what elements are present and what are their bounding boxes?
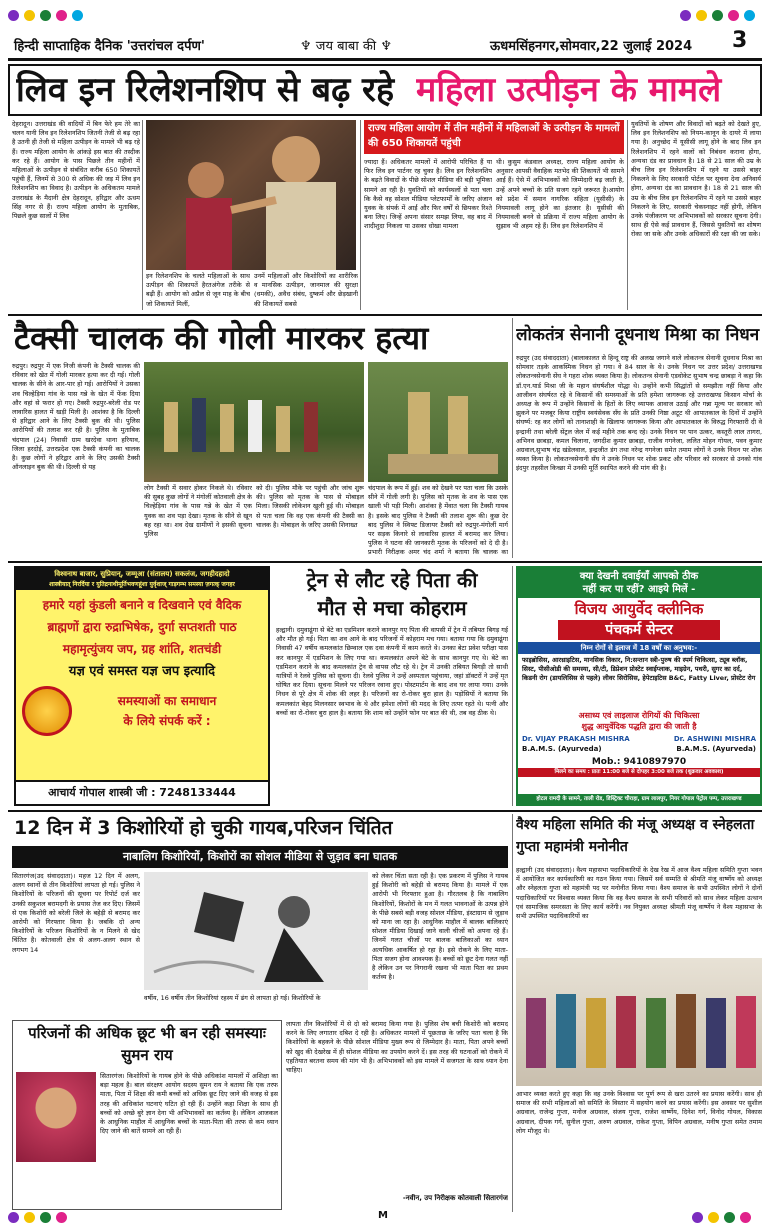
masthead-center	[300, 36, 392, 54]
dot-blue	[744, 10, 755, 21]
dot-yellow	[696, 10, 707, 21]
story5-col4: को लेकर चिंता सता रही है। एक प्रकरण में पुलिस ने गायब हुई किशोरी को बहेड़ी से बरामद किया है। मामले में एक आरोपी भी गिरफ्तार हुआ है। गौरतलब है कि नाबालिग किशोरियों, किशोरों के मन में गलत भावनाओं के उत्पन्न होने के पीछे सबसे बड़ी वजह सोशल मीडिया, इंस्टाग्राम से जुड़ाव को माना जा रहा है। आधुनिक माहौल में बालक बालिकाएं सोशल मीडिया दिखाई जाने वाली चीजों को अपना रहे हैं। जिनमें गलत चीजों पर बालक बालिकाओं का ध्यान अत्यधिक आकर्षित हो रहा है। इसे रोकने के लिए माता-पिता सजग होना आवश्यक है। बच्चों को छूट देना गलत नहीं है लेकिन उन पर निगरानी रखना भी माता पिता का प्रथम कर्तव्य है।	[372, 872, 508, 982]
column-rule	[142, 120, 143, 310]
story7-body2: आभार व्यक्त करते हुए कहा कि वह उनके विश्वास पर पूर्ण रूप से खरा उतरने का प्रयास करेंगी। साथ ही समाज की सभी महिलाओं को समिति के विस्तार में सहयोग करने का प्रयास करेंगी। इस अवसर पर सुशील अग्रवाल, राजेन्द्र गुप्ता, मनोज अग्रवाल, संजय गुप्ता, राजेश वार्ष्णेय, दिनेश गर्ग, विनोद गोयल, विकास अग्रवाल, दीपक गर्ग, सुनील गुप्ता, अरुण अग्रवाल, राकेश गुप्ता, विपिन अग्रवाल, मनीष गुप्ता समेत तमाम लोग मौजूद थे।	[516, 1090, 762, 1135]
dot-blue	[72, 10, 83, 21]
dot-purple	[680, 10, 691, 21]
section-rule	[8, 810, 762, 812]
column-rule	[627, 120, 628, 310]
dot-purple	[8, 1212, 19, 1223]
dot-purple	[692, 1212, 703, 1223]
trident-icon: ♆	[300, 39, 312, 54]
story2-col2: लोग टैक्सी में सवार होकर निकले थे। रविवार की सुबह कुछ लोगों ने मंगोलीं कोतवाली क्षेत्र के चिल्हेड़िया गांव के पास गन्ने के खेत में एक युवक का शव पड़ा देखा। मृतक के सीने से खून बह रहा था। शव देख ग्रामीणों ने इसकी सूचना पुलिस	[144, 484, 252, 539]
story1-col2: इन रिलेशनशिप के चलते महिलाओं के साथ उत्पीड़न की शिकायतें हैरतअंगेज तरीके से बढ़ी हैं। आयोग को अप्रैल से जून माह के बीच जो शिकायतें मिलीं,	[146, 272, 250, 308]
story6-headline: परिजनों की अधिक छूट भी बन रही समस्याः सुमन राय	[28, 1024, 266, 1064]
masthead-rule	[8, 58, 762, 61]
story1-col1: देहरादून। उत्तराखंड की वादियों में बिन फेरे हम तेरे का चलन यानी लिव इन रिलेशनशिप जितनी तेजी से बढ़ रहा है उतनी ही तेजी से महिला उत्पीड़न के मामले भी बढ़ रहे हैं। राज्य महिला आयोग के आंकड़े इस बात की तस्दीक कर रहे हैं। आयोग के पास पिछले तीन महीनों में महिलाओं के उत्पीड़न से संबंधित करीब 650 शिकायतें पहुंची हैं, जिनमें से 300 से अधिक की जड़ में लिव इन रिलेशनशिप का विवाद है। उत्पीड़न के अधिकतम मामले उत्तराखंड के मैदानी क्षेत्र देहरादून, हरिद्वार और ऊधम सिंह नगर से हैं। राज्य महिला आयोग के मुताबिक, पिछले कुछ सालों में लिव	[12, 120, 140, 221]
clinic-sub: पंचकर्म सेन्टर	[558, 620, 720, 640]
dot-green	[724, 1212, 735, 1223]
ad-line6: यज्ञ एवं समस्त यज्ञ जप इत्यादि	[68, 664, 216, 679]
color-dots-right	[680, 10, 755, 21]
astrology-ad	[14, 566, 270, 806]
story5-col1: सितारगंज(उद संवाददाता)। महज 12 दिन में अलग, अलग स्थानों से तीन किशोरियां लापता हो गई। पुलिस ने किशोरियों के परिजनों की सूचना पर रिपोर्ट दर्ज कर उनकी सकुशल बरामदगी के प्रयास तेज कर दिए। जिसमें से एक किशोरी को बरेली जिले के बहेड़ी से बरामद कर आरोपी को गिरफ्तार किया है। जबकि दो अन्य किशोरियों के परिजन किशोरियों के न मिलने से खेद चिंतित है। कोतवाली क्षेत्र से अलग-अलग स्थान से लगभग 14	[12, 872, 140, 954]
clinic-name: विजय आयुर्वेद क्लीनिक	[574, 600, 704, 618]
story7-photo	[516, 958, 762, 1086]
dot-yellow	[24, 1212, 35, 1223]
footer-mark: M	[378, 1210, 388, 1221]
story2-photo-2	[368, 362, 508, 482]
dot-green	[40, 1212, 51, 1223]
story4-body: हल्द्वानी। दमुवाढूंगा से बेटे का एडमिशन कराने कानपुर गए पिता की वापसी में ट्रेन में तबियत बिगड़ गई और मौत हो गई। पिता का शव आने के बाद परिजनों में कोहराम मच गया। बताया गया कि दमुवाढूंगा निवासी 47 वर्षीय कमलकांत छिम्वाल एक दवा कंपनी में काम करते थे। उनका बेटा प्रवेश परीक्षा पास कर कानपुर में एडमिशन के लिए गया था। कमलकांत अपने बेटे के साथ कानपुर गए थे। बेटे का एडमिशन कराने के बाद कमलकांत ट्रेन से वापस लौट रहे थे। ट्रेन में उनकी तबियत बिगड़ी तो साथी यात्रियों ने रेलवे पुलिस को सूचना दी। रेलवे पुलिस ने उन्हें अस्पताल पहुंचाया, जहां डॉक्टरों ने उन्हें मृत घोषित कर दिया। सूचना मिलने पर परिजन रवाना हुए। पोस्टमार्टम के बाद शव घर लाया गया। उनके निधन से पूरे क्षेत्र में शोक की लहर है। परिजनों का रो-रोकर बुरा हाल है। पड़ोसियों ने बताया कि कमलकांत बेहद मिलनसार स्वभाव के थे और हमेशा लोगों की मदद के लिए तत्पर रहते थे। पत्नी और बच्चों का रो-रोकर बुरा हाल है। बताया कि शाम को उन्होंने फोन पर बात की थी, तब वह ठीक थे।	[276, 626, 508, 717]
story6-portrait	[16, 1072, 96, 1162]
clinic-note1: असाध्य एवं लाइलाज रोगियों की चिकित्सा	[578, 711, 700, 720]
clinic-top1: क्या देखनी दवाईयाँ आपको ठीक	[579, 571, 699, 582]
story1-headline-b: महिला उत्पीड़न के मामले	[416, 70, 722, 110]
clinic-top2: नहीं कर पा रहीं? आइये मिलें -	[582, 584, 696, 595]
ad-line5: महामृत्युंजय जप, ग्रह शांति, शतचंडी	[62, 642, 222, 656]
story3-body: रुद्रपुर (उद संवाददाता) (बालाकालत से हिन्दू राष्ट्र की अलख जगाने वाले लोकतन्त्र सेनानी दूधनाथ मिश्रा का सोमवार तड़के आकस्मिक निधन हो गया। वे 84 साल के थे। उनके निधन पर उत्तर प्रदेश/ उत्तराखण्ड लोकतन्त्रसेनानी सेंघ ने गहरा शोक व्यक्त किया है। लोकतन्त्र सेनानी एडवोकेट सुभाष चन्द्र छाबड़ा ने कहा कि डॉ.एन.यार्ड मिश्रा जी के महान संघर्षशील योद्धा थे। उन्होंने कभी सिद्धांतों से समझौता नहीं किया और आजीवन संघर्षरत रहे वे किसानों की समस्याओं के प्रति हमेशा जागरूक रहे उत्तराखण्ड किसान मोर्चा के अध्यक्ष के रूप में उन्होंने किसानों के हितों के लिए व्यापक आवाज उठाई और गन्ना मूल्य पर सरकार को झुकने पर मजबूर किया राष्ट्रीय स्वयंसेवक सँघ के प्रति उनकी निष्ठा अटूट थी आपातकाल के दिनों में उन्होंने संघर्ष्य: रह कर लोगों को तानाशाही के खिलाफ जागरूक किया और आपातकाल के विरुद्ध गिरफ्तारी दी वे इन्द्रानी तथा बरेली सेंट्रल जेल में कई महीने तक बन्द रहे। उनके निधन पर पान उत्कर, कस्तूरी लाल तागरा, अभिनव छाबड़ा, कमल चिलाना, जगदीश कुमार छाबड़ा, राजीव गगनेजा, ललित मोहन गोयल, पवन कुमार अग्रवाल,सुभाष चंद्र खंडेलवाल, इन्द्रजीत डंग तथा नरेन्द्र गगनेजा समेत तमाम लोगों ने उनके निधन पर शोक व्यक्त किया है। लोकतन्त्रसेनानी सँघ ने उनके निधन पर शोक प्रकट और परिवार को सरकार से उनको गांव इंदपुर तहसील किच्छा में उनकी मूर्ति स्थापित करने की मांग की है।	[516, 354, 762, 473]
police-photo	[368, 362, 508, 482]
story5-photo	[144, 872, 368, 990]
story1-col3: उनमें महिलाओं और किशोरियों का शारीरिक व मानसिक उत्पीड़न, जानमाल की सुरक्षा (धमकी), अवैध संबंध, दुष्कर्म और छेड़खानी की शिकायतें सबसे	[254, 272, 358, 308]
story4-headline1: ट्रेन से लौट रहे पिता की	[306, 568, 478, 592]
doctor1-degree: B.A.M.S. (Ayurveda)	[522, 745, 602, 753]
page-number: 3	[732, 28, 748, 53]
clinic-list: फाइब्रोसिस, आरथ्राइटिस, मानसिक विकार, नि:सन्तान स्त्री-पुरुष की स्पर्म चिकित्सा, ट्यूब ब्लॉक, सिस्ट, पीसीओडी की समस्या, सी/टी, डिप्रेशन प्रोस्टेट स्वाईप्लाक, माइग्रेन, पथरी, सुगर का दर्द, किडनी रोग (डायलिसिस से पहले) लीवर सिरोसिस, हेपेटाइटिस B&C, Fatty Liver, प्रोस्टेट रोग	[522, 656, 756, 682]
story5-byline: -नवीन, उप निरीक्षक कोतवाली सितारगंज	[402, 1194, 508, 1202]
group-photo	[516, 958, 762, 1086]
ad-line1: विश्वनाथ बाजार, सुप्रियान्, जम्मूआ (संतालय) सकलंज, जगहीदहादो	[16, 568, 268, 580]
crime-scene-photo	[144, 362, 364, 482]
story5-banner: नाबालिग किशोरियों, किशोरों का सोशल मीडिया से जुड़ाव बना घातक	[12, 846, 508, 868]
story5-bottom: लापता तीन किशोरियों में से दो को बरामद किया गया है। पुलिस शेष बची किशोरी को बरामद करने के लिए लगातार दबिश दे रही है। अधिकतर मामलों में पूछताछ के जरिए पता चला है कि किशोरियों के बहकने के पीछे सोशल मीडिया मुख्य रूप से जिम्मेदार है। माता, पिता अपने बच्चों को खुद की देखरेख में ही सोशल मीडिया का उपयोग करने दें। इस तरह की घटनाओं को रोकने में एहतियात बरतना समय की मांग भी है। अभिभावकों को इस मामले में सजगता के साथ ध्यान देना चाहिए।	[286, 1020, 508, 1075]
doctor2-name: Dr. ASHWINI MISHRA	[673, 735, 756, 743]
story7-headline: वैश्य महिला समिति की मंजू अध्यक्ष व स्नेहलता गुप्ता महामंत्री मनोनीत	[516, 817, 755, 855]
doctor2-degree: B.A.M.S. (Ayurveda)	[676, 745, 756, 753]
story3-headline: लोकतंत्र सेनानी दूधनाथ मिश्रा का निधन	[516, 325, 760, 345]
clinic-address: होटल रामदी के सामने, ताली रोड, डिस्ट्रिक्ट चौराहा, ग्राम लालपुर, नियर गोपाल पेट्रोल पम्प, उत्तराखण्ड	[518, 794, 760, 804]
column-rule	[512, 318, 513, 558]
story2-headline: टैक्सी चालक की गोली मारकर हत्या	[14, 319, 429, 357]
clinic-ad	[516, 566, 762, 806]
ad-contact: आचार्य गोपाल शास्त्री जी : 7248133444	[16, 780, 268, 804]
footer-dots-left	[8, 1212, 67, 1223]
column-rule	[360, 120, 361, 310]
ad-line4: ब्राह्मणों द्वारा रुद्राभिषेक, दुर्गा सप्तशती पाठ	[47, 620, 237, 634]
clinic-mobile: Mob.: 9410897970	[591, 757, 687, 767]
story2-col1: रुद्रपुर। रुद्रपुर में एक निजी कंपनी के टैक्सी चालक की रविवार को खेत में गोली मारकर हत्या कर दी गई। गोली चालक के सीने के आर-पार हो गई। आरोपियों ने उसका शव चिल्हेड़िया गांव के पास गन्ने के खेत में फेंक दिया और वहां से फरार हो गए। टैक्सी रुद्रपुर-बरेली रोड पर लावारिस हालत में खड़ी मिली है। आशंका है कि दिल्ली से हरिद्वार आने के लिए टैक्सी बुक की थी। पुलिस आरोपियों की तलाश कर रही है। पुलिस के मुताबिक चंदपाल (24) निवासी ग्राम खरदेवा थाना हरियाव, जिला हरदोई, उत्तरप्रदेश एक टैक्सी कंपनी का चालक है। कुछ लोगों ने हरिद्वार आने के लिए उसकी टैक्सी ऑनलाइन बुक की थी। दिल्ली से यह	[12, 362, 140, 472]
dot-pink	[740, 1212, 751, 1223]
trident-icon: ♆	[380, 39, 392, 54]
masthead-left: हिन्दी साप्ताहिक दैनिक 'उत्तरांचल दर्पण'	[14, 39, 205, 54]
clinic-top	[518, 568, 760, 598]
clinic-timing: मिलने का समय : प्रातः 11:00 बजे से दोपहर 3:00 बजे तक (शुक्रवार अवकाश)	[518, 768, 760, 777]
dot-pink	[56, 1212, 67, 1223]
ad-line8: के लिये संपर्क करें :	[123, 714, 211, 728]
ad-line3: हमारे यहां कुंडली बनाने व दिखवाने एवं वैदिक	[42, 598, 242, 612]
doctor1-name: Dr. VIJAY PRAKASH MISHRA	[522, 735, 630, 743]
story7-body: हल्द्वानी (उद संवाददाता)। वैश्य महासभा पदाधिकारियों के देख रेख में आज वैश्य महिला समिति गुप्ता भवन में आयोजित कर कार्यकारिणी का गठन किया गया। जिसमें सर्व सम्मति से श्रीमति मंजू वार्ष्णेय को अध्यक्ष और स्नेहलता गुप्ता को महामंत्री पद पर मनोनीत किया गया। वैश्य समाज के सभी उपस्थित लोगों ने दोनों पदाधिकारियों पर विश्वास व्यक्त किया कि वह वैश्य समाज के सभी परिवारों को साथ लेकर महिला उत्थान एवं सामाजिक समरसता के लिए कार्य करेंगी। नव नियुक्त अध्यक्ष श्रीमती मंजू वार्ष्णेय ने वैश्य महासभा के सभी उपस्थित पदाधिकारियों का	[516, 866, 762, 921]
dot-green	[712, 10, 723, 21]
ad-line7: समस्याओं का समाधान	[117, 694, 217, 708]
ad-bottom	[16, 684, 268, 738]
story5-col2: वर्षीय, 16 वर्षीय तीन किशोरियां रहस्य में ढंग से लापता हो गई। किशोरियों के	[144, 994, 321, 1002]
masthead-slogan: जय बाबा की	[315, 39, 377, 54]
missing-girls-illustration	[144, 872, 368, 990]
story1-col4: ज्यादा हैं। अधिकतर मामलों में आरोपी परिचित हैं या फिर लिव इन पार्टनर रह चुका है। लिव इन रिलेशनशिप के बढ़ते विवादों के पीछे सोशल मीडिया की बड़ी भूमिका सामने आ रही है। युवतियों को कार्यस्थलों से पता चला कि कैसे वह सोशल मीडिया प्लेटफार्मों के जरिए अंजान युवक के संपर्क में आईं और फिर वर्षों से छिपकर रिश्ते बना लिए। जिन्हें अपना संसार समझ लिया, वह बाद में शादीशुदा निकला या उसका धोखा मामला	[364, 158, 492, 231]
story4-headline2: मौत से मचा कोहराम	[317, 596, 467, 620]
section-rule	[8, 314, 762, 316]
clinic-exp: निम्न रोगों से इलाज में 18 वर्षों का अनुभव:-	[518, 642, 760, 654]
story1-headline-a: लिव इन रिलेशनशिप से बढ़ रहे	[16, 70, 395, 110]
column-rule	[512, 566, 513, 806]
column-rule	[512, 814, 513, 1212]
masthead-date: ऊधमसिंहनगर,सोमवार,22 जुलाई 2024	[490, 39, 693, 54]
story1-col5: थी। कुसुम कंडवाल अध्यक्ष, राज्य महिला आयोग के अनुसार आपसी वैवाहिक मतभेद की शिकायतें भी सामने आईं हैं। ऐसे में अभिभावकों को जिम्मेदारी बढ़ जाती है, उन्हें अपने बच्चों के प्रति सजग रहने जरूरत है।आयोग को प्रदेश में समान नागरिक संहिता (यूसीसी) के नियमावली लागू होने का इंतजार है। यूसीसी की नियमावली बनने से प्रक्रिया में राज्य महिला आयोग के सुझाव भी अहम रहे हैं। लिव इन रिलेशनशिप में	[496, 158, 624, 231]
couple-illustration	[146, 120, 356, 270]
section-rule	[8, 561, 762, 563]
ad-line2: शास्त्रीयात् निरर्दिया र युतिद्रनाथीमूर्तिभवणहूंशा युर्वृशाज् गाड़गम्भ समस्या ज़गत्क् जगहर	[16, 580, 268, 590]
story1-photo	[146, 120, 356, 270]
dot-purple	[8, 10, 19, 21]
footer-dots-right	[692, 1212, 751, 1223]
story1-banner-text: राज्य महिला आयोग में तीन महीनों में महिलाओं के उत्पीड़न के मामलों की 650 शिकायतें पहुंची	[368, 123, 620, 149]
story6-body: सितारगंज। किशोरियों के गायब होने के पीछे अधिकांश मामलों में अशिक्षा का बड़ा महत्व है। बाल संरक्षण आयोग सदस्य सुमन राय ने बताया कि एक तरफ माता, पिता में शिक्षा की कमी बच्चों को अधिक छूट दिए जाने की वजह से इस तरह की अधिकांश घटनाएं घटित हो रही हैं। उन्होंने कहा शिक्षा के साथ ही बच्चों को अच्छे बुरे ज्ञान देना भी अभिभावकों का कर्तव्य है। लेकिन आजकल के आधुनिक माहौल में आधुनिक बच्चों के माता-पिता की तरफ से कम ध्यान दिए जाने की बातें सामने आ रही हैं।	[100, 1072, 278, 1136]
dot-yellow	[708, 1212, 719, 1223]
story2-col4: चंदपाल के रूप में हुई। शव को देखने पर पता चला कि उसके सीने में गोली लगी है। पुलिस को मृतक के शव के पास एक खाली भी पड़ी मिली। आशंका है मेंवात चला कि टैक्सी गायब है। इसके बाद पुलिस ने टैक्सी की तलाश शुरू की। कुछ देर बाद पुलिस ने स्विफ्ट डिजायर टैक्सी को रुद्रपुर-मंगोलीं मार्ग पर सड़क किनारे से लावारिस हालत में बरामद कर लिया। पुलिस ने घटना की जानकारी मृतक के परिजनों को दे दी है। प्रभारी निरीक्षक अमर चंद शर्मा ने बताया कि चालक का	[368, 484, 508, 557]
color-dots-left	[8, 10, 83, 21]
clinic-doctors	[518, 732, 760, 756]
zodiac-wheel-icon	[22, 686, 72, 736]
dot-pink	[728, 10, 739, 21]
story2-col3: को दी। पुलिस मौके पर पहुंची और जांच शुरू की। पुलिस को मृतक के पास से मोबाइल मिला। जिसकी लोकेशन खुली हुई थी। मोबाइल से पता चला कि वह एक कंपनी की टैक्सी का चालक है। मोबाइल के जरिए उसकी शिनाख्त	[256, 484, 364, 529]
dot-yellow	[24, 10, 35, 21]
dot-green	[40, 10, 51, 21]
dot-pink	[56, 10, 67, 21]
story5-headline: 12 दिन में 3 किशोरियों हो चुकी गायब,परिजन चिंतित	[14, 817, 393, 839]
story2-photo	[144, 362, 364, 482]
story1-col6: युवतियों के शोषण और विवादों को बढ़ते को देखते हुए, लिव इन रिलेशनशिप को नियम-कानून के दायरे में लाया गया है। अनुच्छेद में यूसीसी लागू होने के बाद लिव इन रिलेशनशिप में रहने वालों को निबंधन कराना होगा, अन्यथा दंड का प्रावधान है। 18 से 21 साल की उम्र के बीच लिव इन रिलेशनशिप में रहने या उससे बाहर निकलने के लिए सरकारी पोर्टल पर सूचना देना अनिवार्य होगा, अन्यथा दंड का प्रावधान है। 18 से 21 साल की उम्र के बीच लिव इन रिलेशनशिप में रहने या उससे बाहर निकलने के लिए, सरकारी चेकस्नाइट नहीं होगी, लेकिन उनके पंजीकरण पर अभिभावकों को सरकार सूचना देगी। साथ ही ऐसे कई प्रावधान हैं, जिससे युवतियों का शोषण रोका जा सके और उनके अधिकारों की रक्षा की जा सके।	[631, 120, 761, 239]
clinic-note2: शुद्ध आयुर्वेदिक पद्धति द्वारा की जाती है	[581, 722, 697, 731]
